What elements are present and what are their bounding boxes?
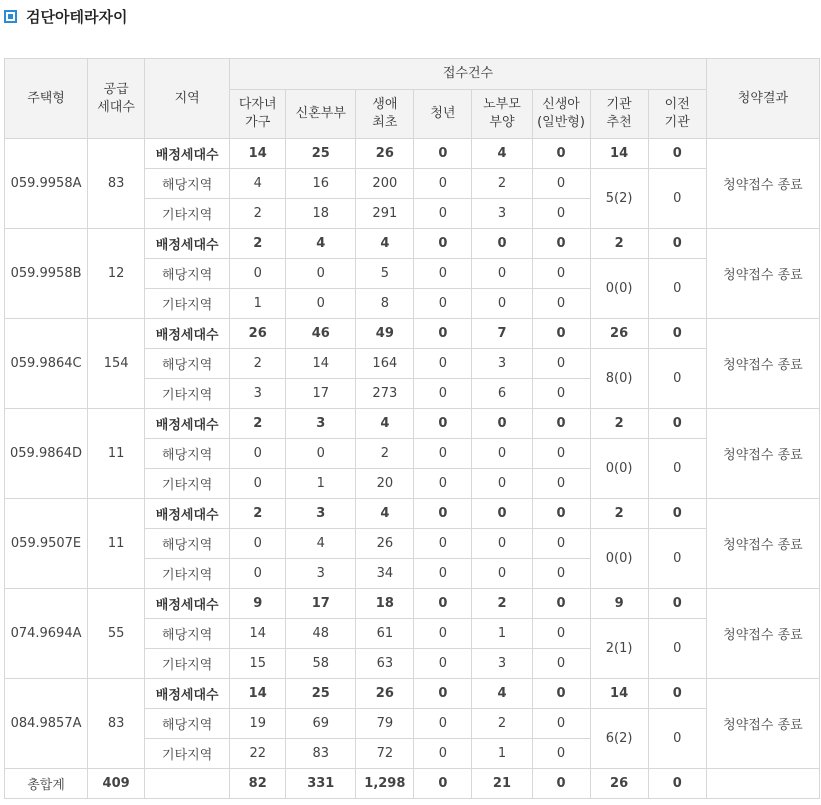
alloc-value-cell: 14 (590, 139, 648, 169)
local-value-cell: 0 (532, 169, 590, 199)
row-label-local: 해당지역 (145, 349, 230, 379)
alloc-value-cell: 9 (590, 589, 648, 619)
alloc-value-cell: 2 (230, 499, 286, 529)
result-cell: 청약접수 종료 (706, 319, 819, 409)
total-value-cell: 82 (230, 769, 286, 799)
alloc-value-cell: 7 (472, 319, 532, 349)
local-value-cell: 3 (472, 349, 532, 379)
row-label-local: 해당지역 (145, 439, 230, 469)
total-value-cell: 331 (286, 769, 356, 799)
local-value-cell: 0 (286, 439, 356, 469)
alloc-value-cell: 4 (472, 679, 532, 709)
result-cell: 청약접수 종료 (706, 139, 819, 229)
alloc-value-cell: 0 (532, 229, 590, 259)
alloc-value-cell: 0 (648, 499, 706, 529)
alloc-value-cell: 0 (648, 589, 706, 619)
other-value-cell: 0 (532, 739, 590, 769)
other-value-cell: 291 (356, 199, 414, 229)
header-result: 청약결과 (706, 59, 819, 139)
alloc-value-cell: 0 (648, 409, 706, 439)
row-label-other: 기타지역 (145, 559, 230, 589)
other-value-cell: 0 (414, 199, 472, 229)
alloc-value-cell: 0 (648, 229, 706, 259)
row-label-local: 해당지역 (145, 619, 230, 649)
table-row (5, 679, 820, 709)
alloc-value-cell: 14 (230, 139, 286, 169)
transfer-cell: 0 (648, 349, 706, 409)
alloc-value-cell: 2 (230, 409, 286, 439)
other-value-cell: 1 (230, 289, 286, 319)
transfer-cell: 0 (648, 529, 706, 589)
alloc-value-cell: 0 (532, 139, 590, 169)
housing-type-cell: 059.9507E (5, 499, 88, 589)
local-value-cell: 200 (356, 169, 414, 199)
other-value-cell: 0 (472, 289, 532, 319)
local-value-cell: 61 (356, 619, 414, 649)
local-value-cell: 0 (414, 259, 472, 289)
alloc-value-cell: 2 (590, 229, 648, 259)
other-value-cell: 0 (532, 379, 590, 409)
transfer-cell: 0 (648, 709, 706, 769)
alloc-value-cell: 14 (230, 679, 286, 709)
alloc-value-cell: 17 (286, 589, 356, 619)
subscription-table (4, 58, 820, 799)
alloc-value-cell: 46 (286, 319, 356, 349)
alloc-value-cell: 0 (414, 589, 472, 619)
local-value-cell: 0 (532, 529, 590, 559)
row-label-alloc: 배정세대수 (145, 679, 230, 709)
transfer-cell: 0 (648, 169, 706, 229)
other-value-cell: 6 (472, 379, 532, 409)
other-value-cell: 72 (356, 739, 414, 769)
table-row (5, 499, 820, 529)
local-value-cell: 19 (230, 709, 286, 739)
alloc-value-cell: 3 (286, 409, 356, 439)
result-cell: 청약접수 종료 (706, 409, 819, 499)
alloc-value-cell: 0 (532, 679, 590, 709)
local-value-cell: 2 (230, 349, 286, 379)
other-value-cell: 0 (532, 649, 590, 679)
local-value-cell: 0 (532, 709, 590, 739)
total-result-empty (706, 769, 819, 799)
alloc-value-cell: 0 (648, 679, 706, 709)
alloc-value-cell: 2 (590, 409, 648, 439)
transfer-cell: 0 (648, 259, 706, 319)
alloc-value-cell: 0 (648, 319, 706, 349)
total-value-cell: 1,298 (356, 769, 414, 799)
other-value-cell: 0 (532, 559, 590, 589)
other-value-cell: 273 (356, 379, 414, 409)
other-value-cell: 58 (286, 649, 356, 679)
row-label-local: 해당지역 (145, 169, 230, 199)
total-value-cell: 0 (532, 769, 590, 799)
local-value-cell: 14 (286, 349, 356, 379)
local-value-cell: 0 (414, 439, 472, 469)
row-label-alloc: 배정세대수 (145, 139, 230, 169)
table-row (5, 319, 820, 349)
local-value-cell: 14 (230, 619, 286, 649)
row-label-alloc: 배정세대수 (145, 499, 230, 529)
title-bar (0, 0, 821, 36)
local-value-cell: 16 (286, 169, 356, 199)
local-value-cell: 26 (356, 529, 414, 559)
alloc-value-cell: 0 (472, 499, 532, 529)
housing-type-cell: 059.9864D (5, 409, 88, 499)
other-value-cell: 15 (230, 649, 286, 679)
total-value-cell: 21 (472, 769, 532, 799)
alloc-value-cell: 26 (230, 319, 286, 349)
result-cell: 청약접수 종료 (706, 679, 819, 769)
row-label-other: 기타지역 (145, 469, 230, 499)
alloc-value-cell: 26 (356, 679, 414, 709)
table-row (5, 139, 820, 169)
alloc-value-cell: 2 (472, 589, 532, 619)
alloc-value-cell: 4 (356, 229, 414, 259)
other-value-cell: 0 (414, 289, 472, 319)
institution-cell: 2(1) (590, 619, 648, 679)
alloc-value-cell: 25 (286, 139, 356, 169)
alloc-value-cell: 2 (230, 229, 286, 259)
other-value-cell: 22 (230, 739, 286, 769)
local-value-cell: 0 (230, 259, 286, 289)
alloc-value-cell: 9 (230, 589, 286, 619)
other-value-cell: 3 (472, 199, 532, 229)
row-label-other: 기타지역 (145, 739, 230, 769)
alloc-value-cell: 49 (356, 319, 414, 349)
local-value-cell: 1 (472, 619, 532, 649)
local-value-cell: 0 (414, 169, 472, 199)
header-col: 생애 최초 (356, 90, 414, 139)
result-cell: 청약접수 종료 (706, 499, 819, 589)
alloc-value-cell: 0 (532, 589, 590, 619)
row-label-other: 기타지역 (145, 379, 230, 409)
total-supply: 409 (88, 769, 145, 799)
header-col: 신혼부부 (286, 90, 356, 139)
alloc-value-cell: 18 (356, 589, 414, 619)
local-value-cell: 2 (472, 709, 532, 739)
local-value-cell: 0 (532, 259, 590, 289)
local-value-cell: 48 (286, 619, 356, 649)
alloc-value-cell: 3 (286, 499, 356, 529)
alloc-value-cell: 0 (532, 409, 590, 439)
other-value-cell: 0 (472, 469, 532, 499)
alloc-value-cell: 26 (590, 319, 648, 349)
square-bullet-icon (4, 10, 17, 23)
table-row (5, 589, 820, 619)
other-value-cell: 8 (356, 289, 414, 319)
row-label-local: 해당지역 (145, 259, 230, 289)
supply-count-cell: 11 (88, 499, 145, 589)
header-type: 주택형 (5, 59, 88, 139)
local-value-cell: 0 (532, 619, 590, 649)
header-group: 접수건수 (230, 59, 707, 90)
other-value-cell: 0 (230, 559, 286, 589)
local-value-cell: 0 (532, 439, 590, 469)
alloc-value-cell: 14 (590, 679, 648, 709)
total-value-cell: 26 (590, 769, 648, 799)
alloc-value-cell: 0 (414, 499, 472, 529)
local-value-cell: 0 (472, 529, 532, 559)
institution-cell: 6(2) (590, 709, 648, 769)
other-value-cell: 2 (230, 199, 286, 229)
local-value-cell: 0 (532, 349, 590, 379)
page-title: 검단아테라자이 (26, 8, 128, 26)
alloc-value-cell: 0 (414, 679, 472, 709)
other-value-cell: 63 (356, 649, 414, 679)
other-value-cell: 17 (286, 379, 356, 409)
supply-count-cell: 154 (88, 319, 145, 409)
alloc-value-cell: 0 (532, 499, 590, 529)
total-region-empty (145, 769, 230, 799)
alloc-value-cell: 0 (472, 229, 532, 259)
header-col: 노부모 부양 (472, 90, 532, 139)
other-value-cell: 3 (230, 379, 286, 409)
institution-cell: 0(0) (590, 259, 648, 319)
header-col: 다자녀 가구 (230, 90, 286, 139)
housing-type-cell: 059.9958A (5, 139, 88, 229)
alloc-value-cell: 26 (356, 139, 414, 169)
row-label-alloc: 배정세대수 (145, 409, 230, 439)
local-value-cell: 2 (356, 439, 414, 469)
other-value-cell: 0 (414, 559, 472, 589)
supply-count-cell: 11 (88, 409, 145, 499)
supply-count-cell: 12 (88, 229, 145, 319)
header-region: 지역 (145, 59, 230, 139)
supply-count-cell: 55 (88, 589, 145, 679)
row-label-local: 해당지역 (145, 529, 230, 559)
other-value-cell: 0 (532, 199, 590, 229)
institution-cell: 0(0) (590, 529, 648, 589)
other-value-cell: 34 (356, 559, 414, 589)
local-value-cell: 0 (414, 709, 472, 739)
alloc-value-cell: 4 (472, 139, 532, 169)
local-value-cell: 0 (230, 529, 286, 559)
other-value-cell: 0 (414, 379, 472, 409)
alloc-value-cell: 0 (472, 409, 532, 439)
row-label-other: 기타지역 (145, 199, 230, 229)
header-col: 기관 추천 (590, 90, 648, 139)
other-value-cell: 0 (414, 739, 472, 769)
alloc-value-cell: 2 (590, 499, 648, 529)
supply-count-cell: 83 (88, 679, 145, 769)
row-label-alloc: 배정세대수 (145, 589, 230, 619)
table-row (5, 409, 820, 439)
other-value-cell: 83 (286, 739, 356, 769)
alloc-value-cell: 0 (414, 139, 472, 169)
header-col: 이전 기관 (648, 90, 706, 139)
local-value-cell: 2 (472, 169, 532, 199)
header-col: 청년 (414, 90, 472, 139)
other-value-cell: 18 (286, 199, 356, 229)
row-label-local: 해당지역 (145, 709, 230, 739)
other-value-cell: 0 (532, 289, 590, 319)
alloc-value-cell: 4 (356, 499, 414, 529)
institution-cell: 8(0) (590, 349, 648, 409)
housing-type-cell: 059.9864C (5, 319, 88, 409)
transfer-cell: 0 (648, 619, 706, 679)
other-value-cell: 0 (414, 469, 472, 499)
header-col: 신생아 (일반형) (532, 90, 590, 139)
other-value-cell: 0 (414, 649, 472, 679)
local-value-cell: 4 (286, 529, 356, 559)
table-row (5, 229, 820, 259)
alloc-value-cell: 0 (648, 139, 706, 169)
local-value-cell: 0 (472, 259, 532, 289)
housing-type-cell: 059.9958B (5, 229, 88, 319)
local-value-cell: 79 (356, 709, 414, 739)
other-value-cell: 0 (230, 469, 286, 499)
total-value-cell: 0 (648, 769, 706, 799)
local-value-cell: 0 (230, 439, 286, 469)
institution-cell: 5(2) (590, 169, 648, 229)
alloc-value-cell: 4 (286, 229, 356, 259)
row-label-alloc: 배정세대수 (145, 319, 230, 349)
row-label-alloc: 배정세대수 (145, 229, 230, 259)
other-value-cell: 0 (286, 289, 356, 319)
other-value-cell: 3 (472, 649, 532, 679)
local-value-cell: 4 (230, 169, 286, 199)
local-value-cell: 0 (414, 349, 472, 379)
local-value-cell: 164 (356, 349, 414, 379)
alloc-value-cell: 0 (532, 319, 590, 349)
housing-type-cell: 084.9857A (5, 679, 88, 769)
total-value-cell: 0 (414, 769, 472, 799)
alloc-value-cell: 4 (356, 409, 414, 439)
local-value-cell: 69 (286, 709, 356, 739)
local-value-cell: 0 (286, 259, 356, 289)
result-cell: 청약접수 종료 (706, 229, 819, 319)
local-value-cell: 0 (414, 529, 472, 559)
alloc-value-cell: 0 (414, 319, 472, 349)
row-label-other: 기타지역 (145, 649, 230, 679)
header-supply: 공급 세대수 (88, 59, 145, 139)
local-value-cell: 0 (472, 439, 532, 469)
supply-count-cell: 83 (88, 139, 145, 229)
alloc-value-cell: 0 (414, 409, 472, 439)
other-value-cell: 1 (472, 739, 532, 769)
institution-cell: 0(0) (590, 439, 648, 499)
other-value-cell: 3 (286, 559, 356, 589)
result-cell: 청약접수 종료 (706, 589, 819, 679)
other-value-cell: 20 (356, 469, 414, 499)
other-value-cell: 0 (472, 559, 532, 589)
row-label-other: 기타지역 (145, 289, 230, 319)
alloc-value-cell: 0 (414, 229, 472, 259)
alloc-value-cell: 25 (286, 679, 356, 709)
local-value-cell: 5 (356, 259, 414, 289)
total-label: 총합계 (5, 769, 88, 799)
total-row (5, 769, 820, 799)
other-value-cell: 0 (532, 469, 590, 499)
local-value-cell: 0 (414, 619, 472, 649)
transfer-cell: 0 (648, 439, 706, 499)
other-value-cell: 1 (286, 469, 356, 499)
housing-type-cell: 074.9694A (5, 589, 88, 679)
